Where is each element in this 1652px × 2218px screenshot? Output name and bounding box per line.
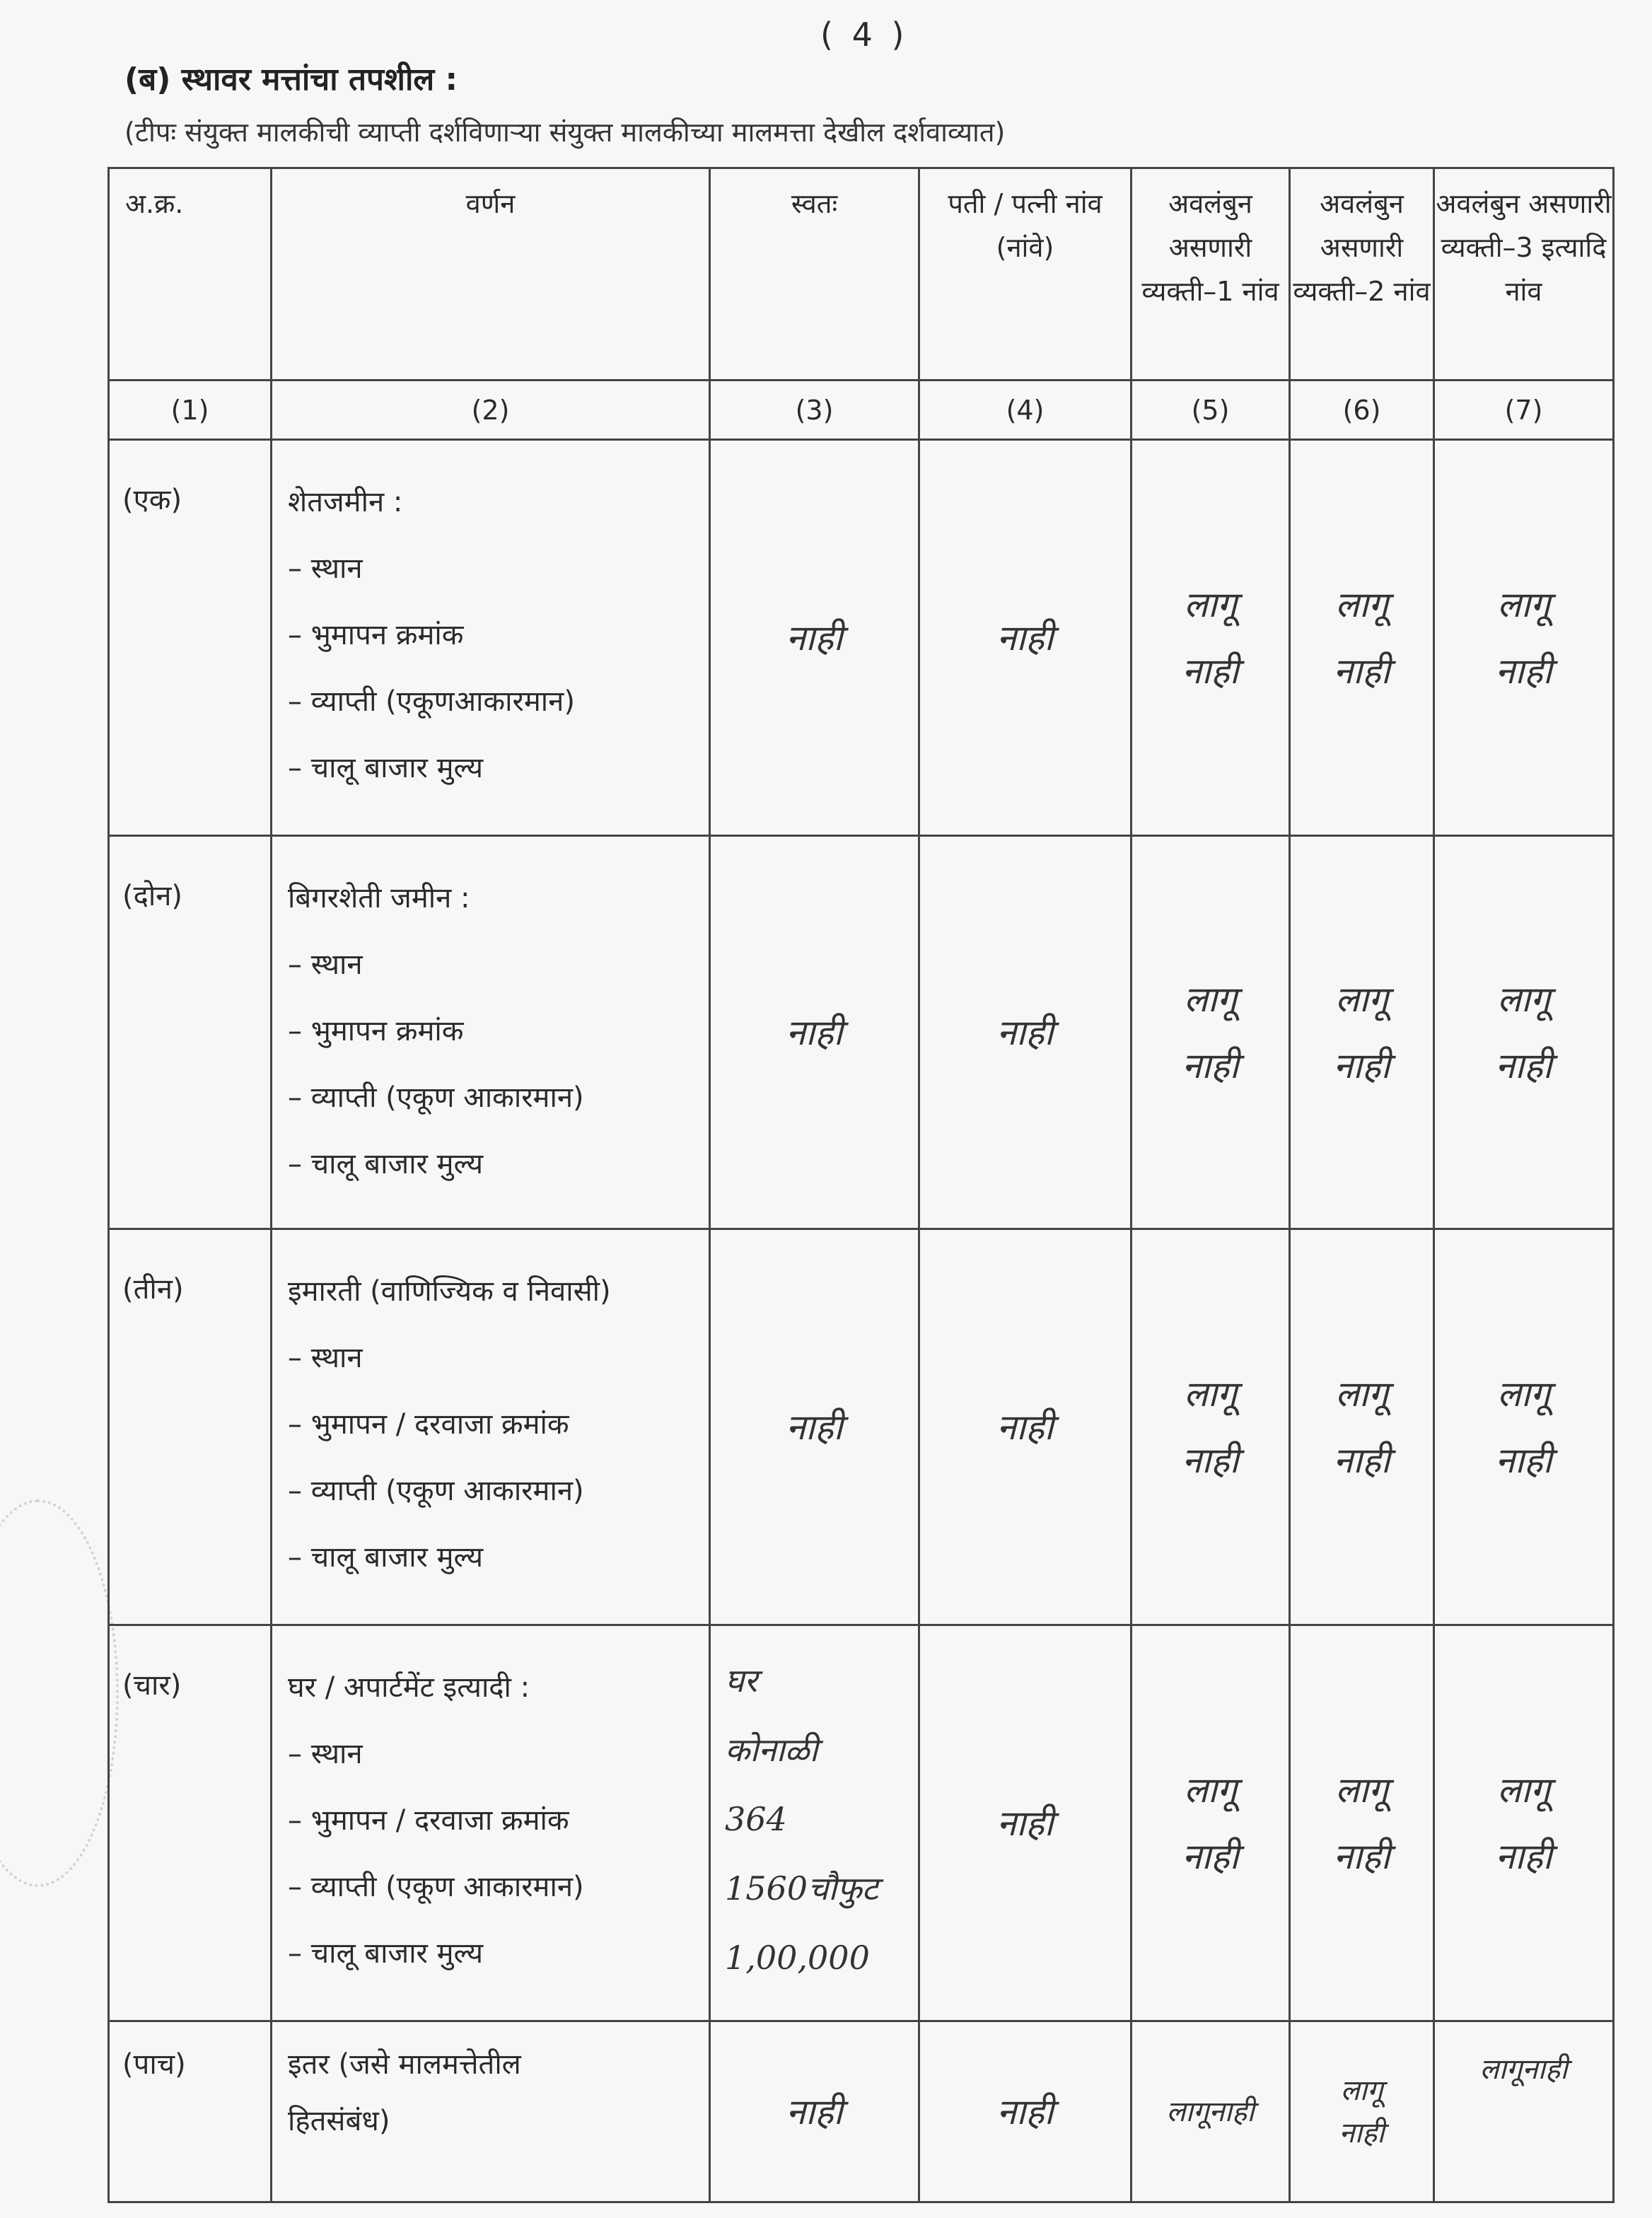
row-item: – स्थान [288, 948, 363, 981]
column-number: (3) [710, 381, 919, 440]
row-title: इतर (जसे मालमत्तेतील [288, 2048, 521, 2081]
spouse-value: नाही [919, 440, 1132, 836]
row-item: – भुमापन / दरवाजा क्रमांक [288, 1408, 569, 1441]
handwritten-text: नाही [1495, 1045, 1552, 1086]
handwritten-text: लागू [1335, 1373, 1388, 1415]
handwritten-text: लागू [1335, 978, 1388, 1020]
handwritten-text: नाही [1333, 650, 1390, 692]
header-row [109, 168, 1614, 381]
dependent-2-value [1290, 440, 1434, 836]
dependent-2-value [1290, 836, 1434, 1229]
handwritten-text: लागू [1497, 978, 1550, 1020]
self-value: नाही [710, 440, 919, 836]
column-number: (6) [1290, 381, 1434, 440]
row-item: – स्थान [288, 552, 363, 585]
row-item: – व्याप्ती (एकूण आकारमान) [288, 1475, 584, 1507]
row-item: – चालू बाजार मुल्य [288, 1148, 484, 1180]
handwritten-text: लागू [1335, 1769, 1388, 1811]
handwritten-text: कोनाळी [725, 1731, 818, 1769]
dependent-3-value [1434, 836, 1614, 1229]
column-number: (1) [109, 381, 272, 440]
row-serial: (पाच) [109, 2021, 272, 2202]
column-number: (7) [1434, 381, 1614, 440]
handwritten-text: लागू [1184, 1769, 1237, 1811]
table-row [109, 1625, 1614, 2021]
row-title: इमारती (वाणिज्यिक व निवासी) [288, 1275, 611, 1308]
handwritten-text: नाही [1339, 2116, 1385, 2149]
dependent-1-value [1132, 836, 1290, 1229]
dependent-2-value [1290, 1229, 1434, 1625]
handwritten-text: 364 [725, 1800, 787, 1838]
handwritten-text: नाही [1333, 1045, 1390, 1086]
row-item: – व्याप्ती (एकूणआकारमान) [288, 685, 575, 718]
spouse-value: नाही [919, 836, 1132, 1229]
row-serial: (दोन) [109, 836, 272, 1229]
handwritten-text: लागू [1497, 583, 1550, 625]
handwritten-text: 1,00,000 [725, 1939, 870, 1977]
dependent-3-value [1434, 1625, 1614, 2021]
handwritten-text: नाही [1182, 1835, 1239, 1877]
table-row [109, 836, 1614, 1229]
immovable-assets-table [107, 167, 1615, 2203]
row-description [272, 836, 710, 1229]
row-serial: (एक) [109, 440, 272, 836]
column-number: (2) [272, 381, 710, 440]
row-item: – चालू बाजार मुल्य [288, 1937, 484, 1970]
handwritten-text: नाही [1495, 650, 1552, 692]
handwritten-text: लागूनाही [1166, 2095, 1255, 2128]
handwritten-text: लागू [1340, 2074, 1383, 2107]
row-item: – चालू बाजार मुल्य [288, 752, 484, 784]
dependent-2-value [1290, 2021, 1434, 2202]
dependent-1-value [1132, 1229, 1290, 1625]
dependent-2-value [1290, 1625, 1434, 2021]
handwritten-text: नाही [1182, 1045, 1239, 1086]
row-item: – चालू बाजार मुल्य [288, 1541, 484, 1574]
self-value: नाही [710, 1229, 919, 1625]
row-description [272, 2021, 710, 2202]
self-value: नाही [710, 2021, 919, 2202]
row-title: घर / अपार्टमेंट इत्यादी : [288, 1671, 530, 1704]
header-dependent-1: अवलंबुन असणारी व्यक्ती–1 नांव [1132, 168, 1290, 381]
column-number: (5) [1132, 381, 1290, 440]
spouse-value: नाही [919, 1625, 1132, 2021]
handwritten-text: नाही [1182, 1439, 1239, 1481]
stamp-seal-icon [0, 1499, 119, 1887]
handwritten-text: लागू [1184, 1373, 1237, 1415]
handwritten-text: लागू [1497, 1769, 1550, 1811]
row-item: – स्थान [288, 1342, 363, 1374]
handwritten-text: लागू [1184, 583, 1237, 625]
row-item: – भुमापन क्रमांक [288, 619, 464, 651]
row-item: – भुमापन क्रमांक [288, 1015, 464, 1047]
header-spouse: पती / पत्नी नांव (नांवे) [919, 168, 1132, 381]
row-item: – स्थान [288, 1738, 363, 1770]
row-item: – भुमापन / दरवाजा क्रमांक [288, 1804, 569, 1837]
dependent-1-value [1132, 1625, 1290, 2021]
row-title: बिगरशेती जमीन : [288, 882, 470, 915]
dependent-3-value [1434, 440, 1614, 836]
dependent-1-value [1132, 440, 1290, 836]
handwritten-text: नाही [1495, 1835, 1552, 1877]
row-serial: (तीन) [109, 1229, 272, 1625]
spouse-value: नाही [919, 2021, 1132, 2202]
section-heading: (ब) स्थावर मत्तांचा तपशील : [124, 62, 458, 98]
header-dependent-3: अवलंबुन असणारी व्यक्ती–3 इत्यादि नांव [1434, 168, 1614, 381]
handwritten-text: लागूनाही [1479, 2053, 1568, 2086]
table-row [109, 1229, 1614, 1625]
handwritten-text: 1560चौफुट [725, 1869, 878, 1908]
row-serial: (चार) [109, 1625, 272, 2021]
header-self: स्वतः [710, 168, 919, 381]
handwritten-text: नाही [1333, 1439, 1390, 1481]
row-item: हितसंबंध) [288, 2105, 390, 2137]
section-note: (टीपः संयुक्त मालकीची व्याप्ती दर्शविणाऱ्या संयुक्त मालकीच्या मालमत्ता देखील दर्शवाव्यात) [124, 117, 1006, 148]
column-number-row [109, 381, 1614, 440]
row-description [272, 1625, 710, 2021]
dependent-1-value [1132, 2021, 1290, 2202]
handwritten-text: लागू [1184, 978, 1237, 1020]
dependent-3-value [1434, 2021, 1614, 2202]
spouse-value: नाही [919, 1229, 1132, 1625]
page-number: ( 4 ) [820, 16, 909, 54]
header-serial: अ.क्र. [109, 168, 272, 381]
handwritten-text: घर [725, 1661, 757, 1700]
row-title: शेतजमीन : [288, 486, 403, 518]
row-item: – व्याप्ती (एकूण आकारमान) [288, 1871, 584, 1903]
header-dependent-2: अवलंबुन असणारी व्यक्ती–2 नांव [1290, 168, 1434, 381]
row-description [272, 440, 710, 836]
self-value [710, 1625, 919, 2021]
handwritten-text: लागू [1335, 583, 1388, 625]
row-description [272, 1229, 710, 1625]
dependent-3-value [1434, 1229, 1614, 1625]
handwritten-text: नाही [1495, 1439, 1552, 1481]
column-number: (4) [919, 381, 1132, 440]
handwritten-text: नाही [1182, 650, 1239, 692]
handwritten-text: नाही [1333, 1835, 1390, 1877]
table-row [109, 440, 1614, 836]
table-row [109, 2021, 1614, 2202]
row-item: – व्याप्ती (एकूण आकारमान) [288, 1081, 584, 1114]
self-value: नाही [710, 836, 919, 1229]
header-description: वर्णन [272, 168, 710, 381]
handwritten-text: लागू [1497, 1373, 1550, 1415]
